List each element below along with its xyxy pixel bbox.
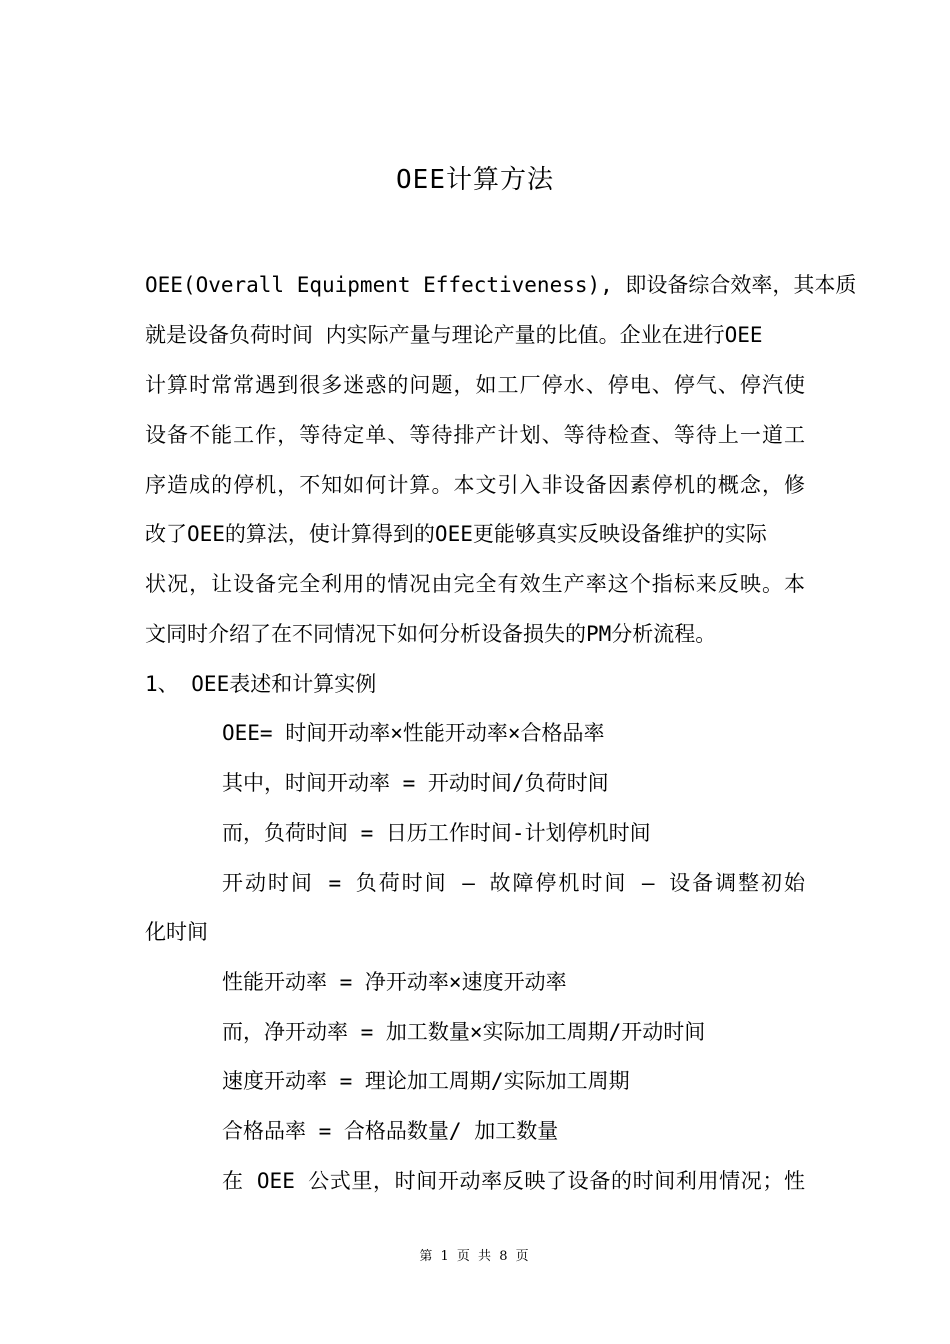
- intro-line: 设备不能工作，等待定单、等待排产计划、等待检查、等待上一道工: [145, 423, 805, 447]
- intro-line: 改了OEE的算法，使计算得到的OEE更能够真实反映设备维护的实际: [145, 522, 767, 546]
- intro-line: 就是设备负荷时间 内实际产量与理论产量的比值。企业在进行OEE: [145, 323, 763, 347]
- intro-line: 计算时常常遇到很多迷惑的问题，如工厂停水、停电、停气、停汽使: [145, 373, 805, 397]
- paragraph-line: 在 OEE 公式里，时间开动率反映了设备的时间利用情况；性: [222, 1169, 805, 1193]
- formula-line: 性能开动率 = 净开动率×速度开动率: [222, 970, 567, 994]
- formula-line: 而，净开动率 = 加工数量×实际加工周期/开动时间: [222, 1020, 706, 1044]
- formula-line: 开动时间 = 负荷时间 – 故障停机时间 – 设备调整初始: [222, 871, 805, 895]
- intro-line: OEE(Overall Equipment Effectiveness), 即设备综合效率，其本质: [145, 273, 857, 297]
- formula-line: 合格品率 = 合格品数量/ 加工数量: [222, 1119, 559, 1143]
- intro-line: 状况，让设备完全利用的情况由完全有效生产率这个指标来反映。本: [145, 572, 805, 596]
- formula-line: 速度开动率 = 理论加工周期/实际加工周期: [222, 1069, 630, 1093]
- formula-continuation: 化时间: [145, 920, 208, 944]
- formula-line: 其中，时间开动率 = 开动时间/负荷时间: [222, 771, 609, 795]
- formula-line: OEE= 时间开动率×性能开动率×合格品率: [222, 721, 605, 745]
- intro-line: 文同时介绍了在不同情况下如何分析设备损失的PM分析流程。: [145, 622, 717, 646]
- intro-line: 序造成的停机，不知如何计算。本文引入非设备因素停机的概念，修: [145, 473, 805, 497]
- section-heading: 1、 OEE表述和计算实例: [145, 672, 377, 696]
- document-title: OEE计算方法: [396, 165, 554, 195]
- page-number-footer: 第 1 页 共 8 页: [419, 1249, 531, 1264]
- formula-line: 而，负荷时间 = 日历工作时间-计划停机时间: [222, 821, 651, 845]
